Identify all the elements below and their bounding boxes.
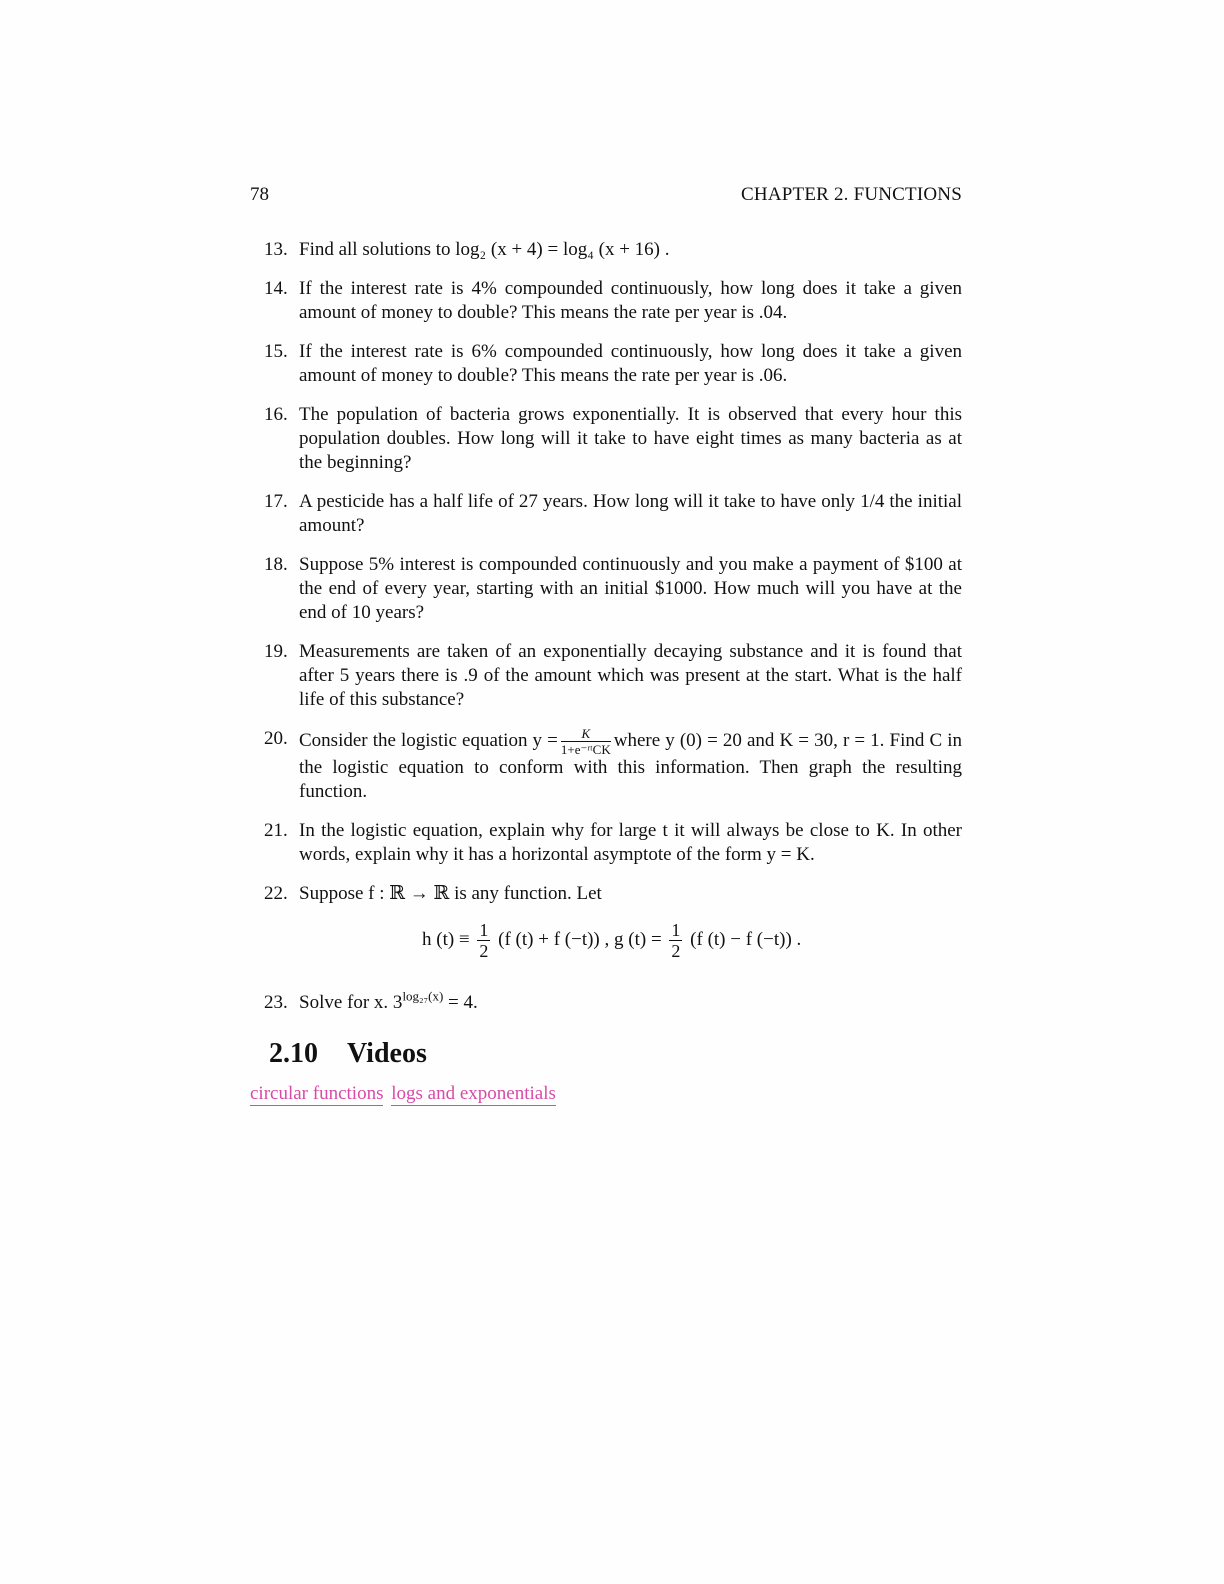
h-rhs: (f (t) + f (−t)) , (498, 928, 610, 950)
fraction-denominator: 1+e⁻ʳᵗCK (560, 742, 611, 757)
fraction-denominator: 2 (479, 941, 489, 961)
problem-16 (264, 403, 962, 475)
problem-text: In the logistic equation, explain why for large t it will always be close to K. In other words, explain why it has a horizontal asymptote of the form y = K. (299, 820, 962, 865)
exponent: log₂₇(x) (402, 988, 444, 1004)
problem-number: 23. (264, 992, 288, 1013)
page-header (250, 184, 962, 208)
problem-text: A pesticide has a half life of 27 years. How long will it take to have only 1/4 the initial amount? (299, 491, 962, 536)
video-links (250, 1083, 559, 1105)
problem-number: 21. (264, 820, 288, 841)
problem-number: 15. (264, 341, 288, 362)
problem-number: 18. (264, 554, 288, 575)
problem-number: 17. (264, 491, 288, 512)
display-equation (422, 920, 801, 966)
fraction-denominator: 2 (671, 941, 681, 961)
problem-text-part: Solve for x. 3 (299, 992, 403, 1013)
problem-21 (264, 819, 962, 867)
problem-18 (264, 553, 962, 625)
problem-text: If the interest rate is 6% compounded continuously, how long does it take a given amount of money to double? This means the rate per year is .06. (299, 341, 962, 386)
logistic-fraction (561, 727, 611, 756)
problem-text-part: Consider the logistic equation y = (299, 730, 558, 751)
h-fraction (477, 920, 490, 961)
link-logs-and-exponentials[interactable]: logs and exponentials (391, 1083, 556, 1104)
link-circular-functions[interactable]: circular functions (250, 1083, 384, 1104)
g-lhs: g (t) = (614, 928, 662, 950)
problem-text: Find all solutions to log₂ (x + 4) = log₄ (x + 16) . (299, 239, 670, 260)
problem-number: 19. (264, 641, 288, 662)
g-rhs: (f (t) − f (−t)) . (690, 928, 802, 950)
problem-19 (264, 640, 962, 712)
problem-13 (264, 238, 962, 262)
problem-15 (264, 340, 962, 388)
problem-22 (264, 882, 962, 906)
problem-text: If the interest rate is 4% compounded continuously, how long does it take a given amount of money to double? This means the rate per year is .04. (299, 278, 962, 323)
problem-text: Suppose f : ℝ → ℝ is any function. Let (299, 883, 602, 904)
problem-text: Suppose 5% interest is compounded continuously and you make a payment of $100 at the end of every year, starting with an initial $1000. How much will you have at the end of 10 years? (299, 554, 962, 623)
section-heading (269, 1038, 427, 1070)
problem-23 (264, 988, 997, 1015)
problem-number: 16. (264, 404, 288, 425)
problem-list (264, 238, 962, 921)
section-number: 2.10 (269, 1038, 318, 1069)
problem-text: Measurements are taken of an exponentially decaying substance and it is found that after 5 years there is .9 of the amount which was present at the start. What is the half life of this substance? (299, 641, 962, 710)
problem-number: 20. (264, 728, 288, 749)
problem-text: The population of bacteria grows exponentially. It is observed that every hour this population doubles. How long will it take to have eight times as many bacteria as at the beginning? (299, 404, 962, 473)
problem-text-part: where y (0) = 20 and K = 30, r = 1. Find C in the logistic equation to conform with this information. Then graph the resulting function. (299, 730, 963, 802)
section-title: Videos (347, 1038, 427, 1069)
problem-number: 22. (264, 883, 288, 904)
problem-number: 14. (264, 278, 288, 299)
problem-17 (264, 490, 962, 538)
problem-text-part: = 4. (448, 992, 478, 1013)
problem-text (299, 988, 997, 1015)
problem-number: 13. (264, 239, 288, 260)
fraction-numerator: K (561, 727, 611, 742)
fraction-numerator: 1 (479, 920, 489, 940)
problem-20 (264, 727, 962, 804)
running-head: CHAPTER 2. FUNCTIONS (741, 184, 962, 205)
page-number: 78 (250, 184, 269, 205)
problem-14 (264, 277, 962, 325)
g-fraction (669, 920, 682, 961)
problem-text (299, 727, 962, 804)
h-lhs: h (t) ≡ (422, 928, 470, 950)
fraction-numerator: 1 (671, 920, 681, 940)
